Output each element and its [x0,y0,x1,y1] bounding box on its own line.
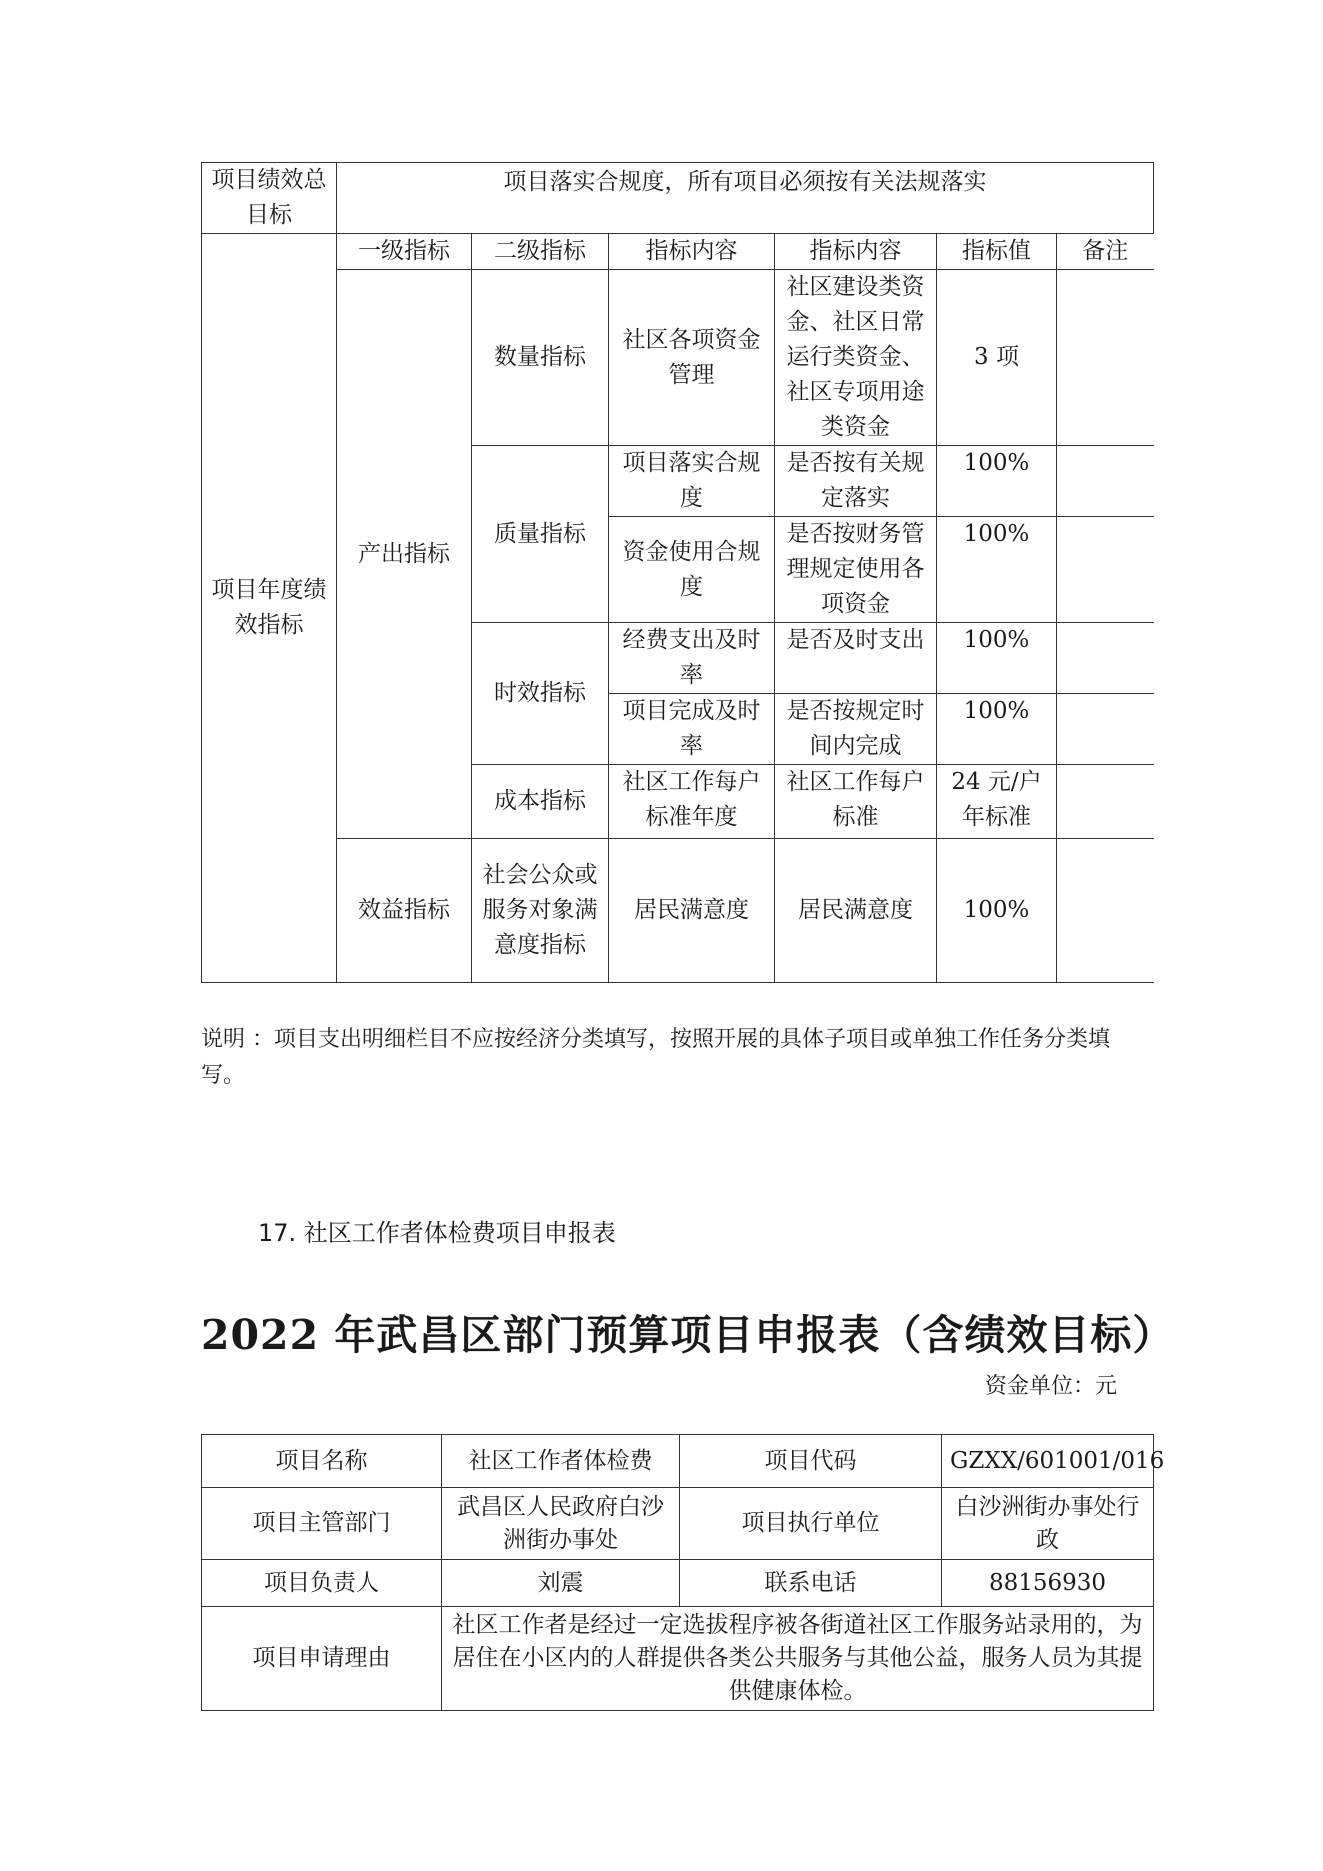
row-remark [1057,517,1154,623]
row-value: 100% [937,623,1057,694]
row-detail: 是否及时支出 [775,623,937,694]
leader-label: 项目负责人 [202,1560,442,1607]
exec-label: 项目执行单位 [680,1488,942,1560]
project-name: 社区工作者体检费 [442,1435,680,1488]
annual-indicator-label: 项目年度绩效指标 [202,234,337,983]
header-content-detail: 指标内容 [775,234,937,270]
level1-output: 产出指标 [337,270,472,839]
dept-label: 项目主管部门 [202,1488,442,1560]
row-remark [1057,446,1154,517]
level2-quantity: 数量指标 [472,270,609,446]
row-detail: 是否按有关规定落实 [775,446,937,517]
unit-label: 资金单位：元 [985,1374,1118,1399]
level1-benefit: 效益指标 [337,839,472,983]
project-code-label: 项目代码 [680,1435,942,1488]
row-remark [1057,270,1154,446]
row-value: 100% [937,446,1057,517]
row-detail: 居民满意度 [775,839,937,983]
row-content: 居民满意度 [609,839,775,983]
row-value: 3 项 [937,270,1057,446]
header-level2: 二级指标 [472,234,609,270]
row-remark [1057,694,1154,765]
row-detail: 社区工作每户标准 [775,765,937,839]
row-detail: 社区建设类资金、社区日常运行类资金、社区专项用途类资金 [775,270,937,446]
level2-satisfaction: 社会公众或服务对象满意度指标 [472,839,609,983]
row-detail: 是否按规定时间内完成 [775,694,937,765]
row-value: 100% [937,839,1057,983]
row-content: 社区工作每户标准年度 [609,765,775,839]
level2-cost: 成本指标 [472,765,609,839]
row-content: 资金使用合规度 [609,517,775,623]
reason-label: 项目申请理由 [202,1607,442,1711]
project-code: GZXX/601001/016 [942,1435,1154,1488]
row-value: 24 元/户年标准 [937,765,1057,839]
row-content: 经费支出及时率 [609,623,775,694]
phone: 88156930 [942,1560,1154,1607]
row-value: 100% [937,694,1057,765]
reason-text: 社区工作者是经过一定选拔程序被各街道社区工作服务站录用的，为居住在小区内的人群提供各类公共服务与其他公益，服务人员为其提供健康体检。 [442,1607,1154,1711]
form-title: 2022 年武昌区部门预算项目申报表（含绩效目标） [201,1311,1175,1359]
exec: 白沙洲街办事处行政 [942,1488,1154,1560]
row-content: 项目落实合规度 [609,446,775,517]
row-remark [1057,839,1154,983]
row-content: 社区各项资金管理 [609,270,775,446]
dept: 武昌区人民政府白沙洲街办事处 [442,1488,680,1560]
leader: 刘震 [442,1560,680,1607]
row-content: 项目完成及时率 [609,694,775,765]
application-table [201,1434,1165,1711]
header-level1: 一级指标 [337,234,472,270]
project-name-label: 项目名称 [202,1435,442,1488]
header-value: 指标值 [937,234,1057,270]
level2-timeliness: 时效指标 [472,623,609,765]
level2-quality: 质量指标 [472,446,609,623]
performance-table [201,162,1154,983]
row-detail: 是否按财务管理规定使用各项资金 [775,517,937,623]
table-note: 说明 ：项目支出明细栏目不应按经济分类填写，按照开展的具体子项目或单独工作任务分类填写。 [201,1027,1110,1088]
overall-goal-text: 项目落实合规度，所有项目必须按有关法规落实 [337,163,1154,234]
phone-label: 联系电话 [680,1560,942,1607]
row-value: 100% [937,517,1057,623]
header-remark: 备注 [1057,234,1154,270]
section-heading: 17. 社区工作者体检费项目申报表 [258,1219,616,1247]
header-content: 指标内容 [609,234,775,270]
row-remark [1057,765,1154,839]
row-remark [1057,623,1154,694]
overall-goal-label: 项目绩效总目标 [202,163,337,234]
